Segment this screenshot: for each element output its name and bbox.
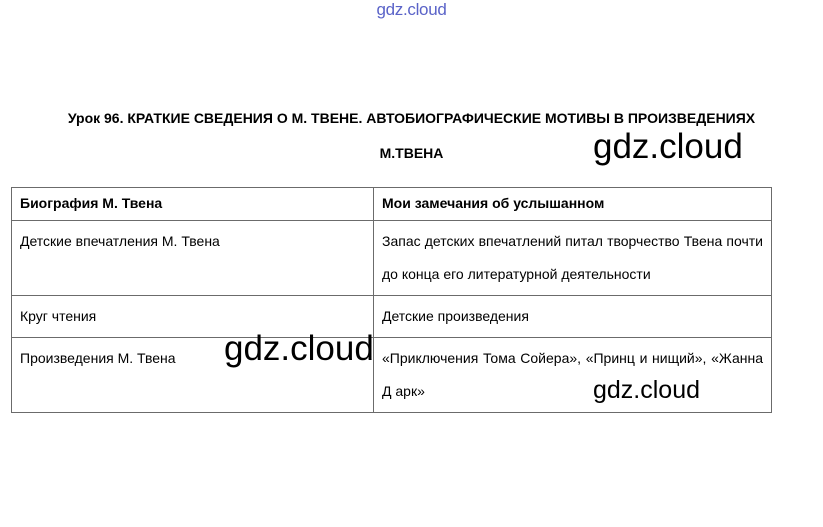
table-cell-topic: Детские впечатления М. Твена (12, 221, 374, 296)
table-cell-topic: Круг чтения (12, 296, 374, 338)
column-header-biography: Биография М. Твена (12, 188, 374, 221)
table-row (12, 221, 772, 296)
watermark-large: gdz.cloud (593, 127, 743, 166)
table-cell-remark: «Приключения Тома Сойера», «Принц и нищий», «Жанна Д арк» (374, 338, 772, 413)
table-header-row (12, 188, 772, 221)
table-cell-remark: Запас детских впечатлений питал творчество Твена почти до конца его литературной деятельности (374, 221, 772, 296)
watermark-small: gdz.cloud (593, 376, 701, 404)
lesson-title: Урок 96. КРАТКИЕ СВЕДЕНИЯ О М. ТВЕНЕ. АВТОБИОГРАФИЧЕСКИЕ МОТИВЫ В ПРОИЗВЕДЕНИЯХ (67, 110, 756, 126)
watermark-large: gdz.cloud (224, 329, 374, 368)
top-watermark: gdz.cloud (376, 0, 447, 19)
table-cell-remark: Детские произведения (374, 296, 772, 338)
lesson-title-continued: М.ТВЕНА (379, 145, 444, 161)
column-header-remarks: Мои замечания об услышанном (374, 188, 772, 221)
table-cell-topic: Произведения М. Твена (12, 338, 374, 413)
table-row (12, 296, 772, 338)
